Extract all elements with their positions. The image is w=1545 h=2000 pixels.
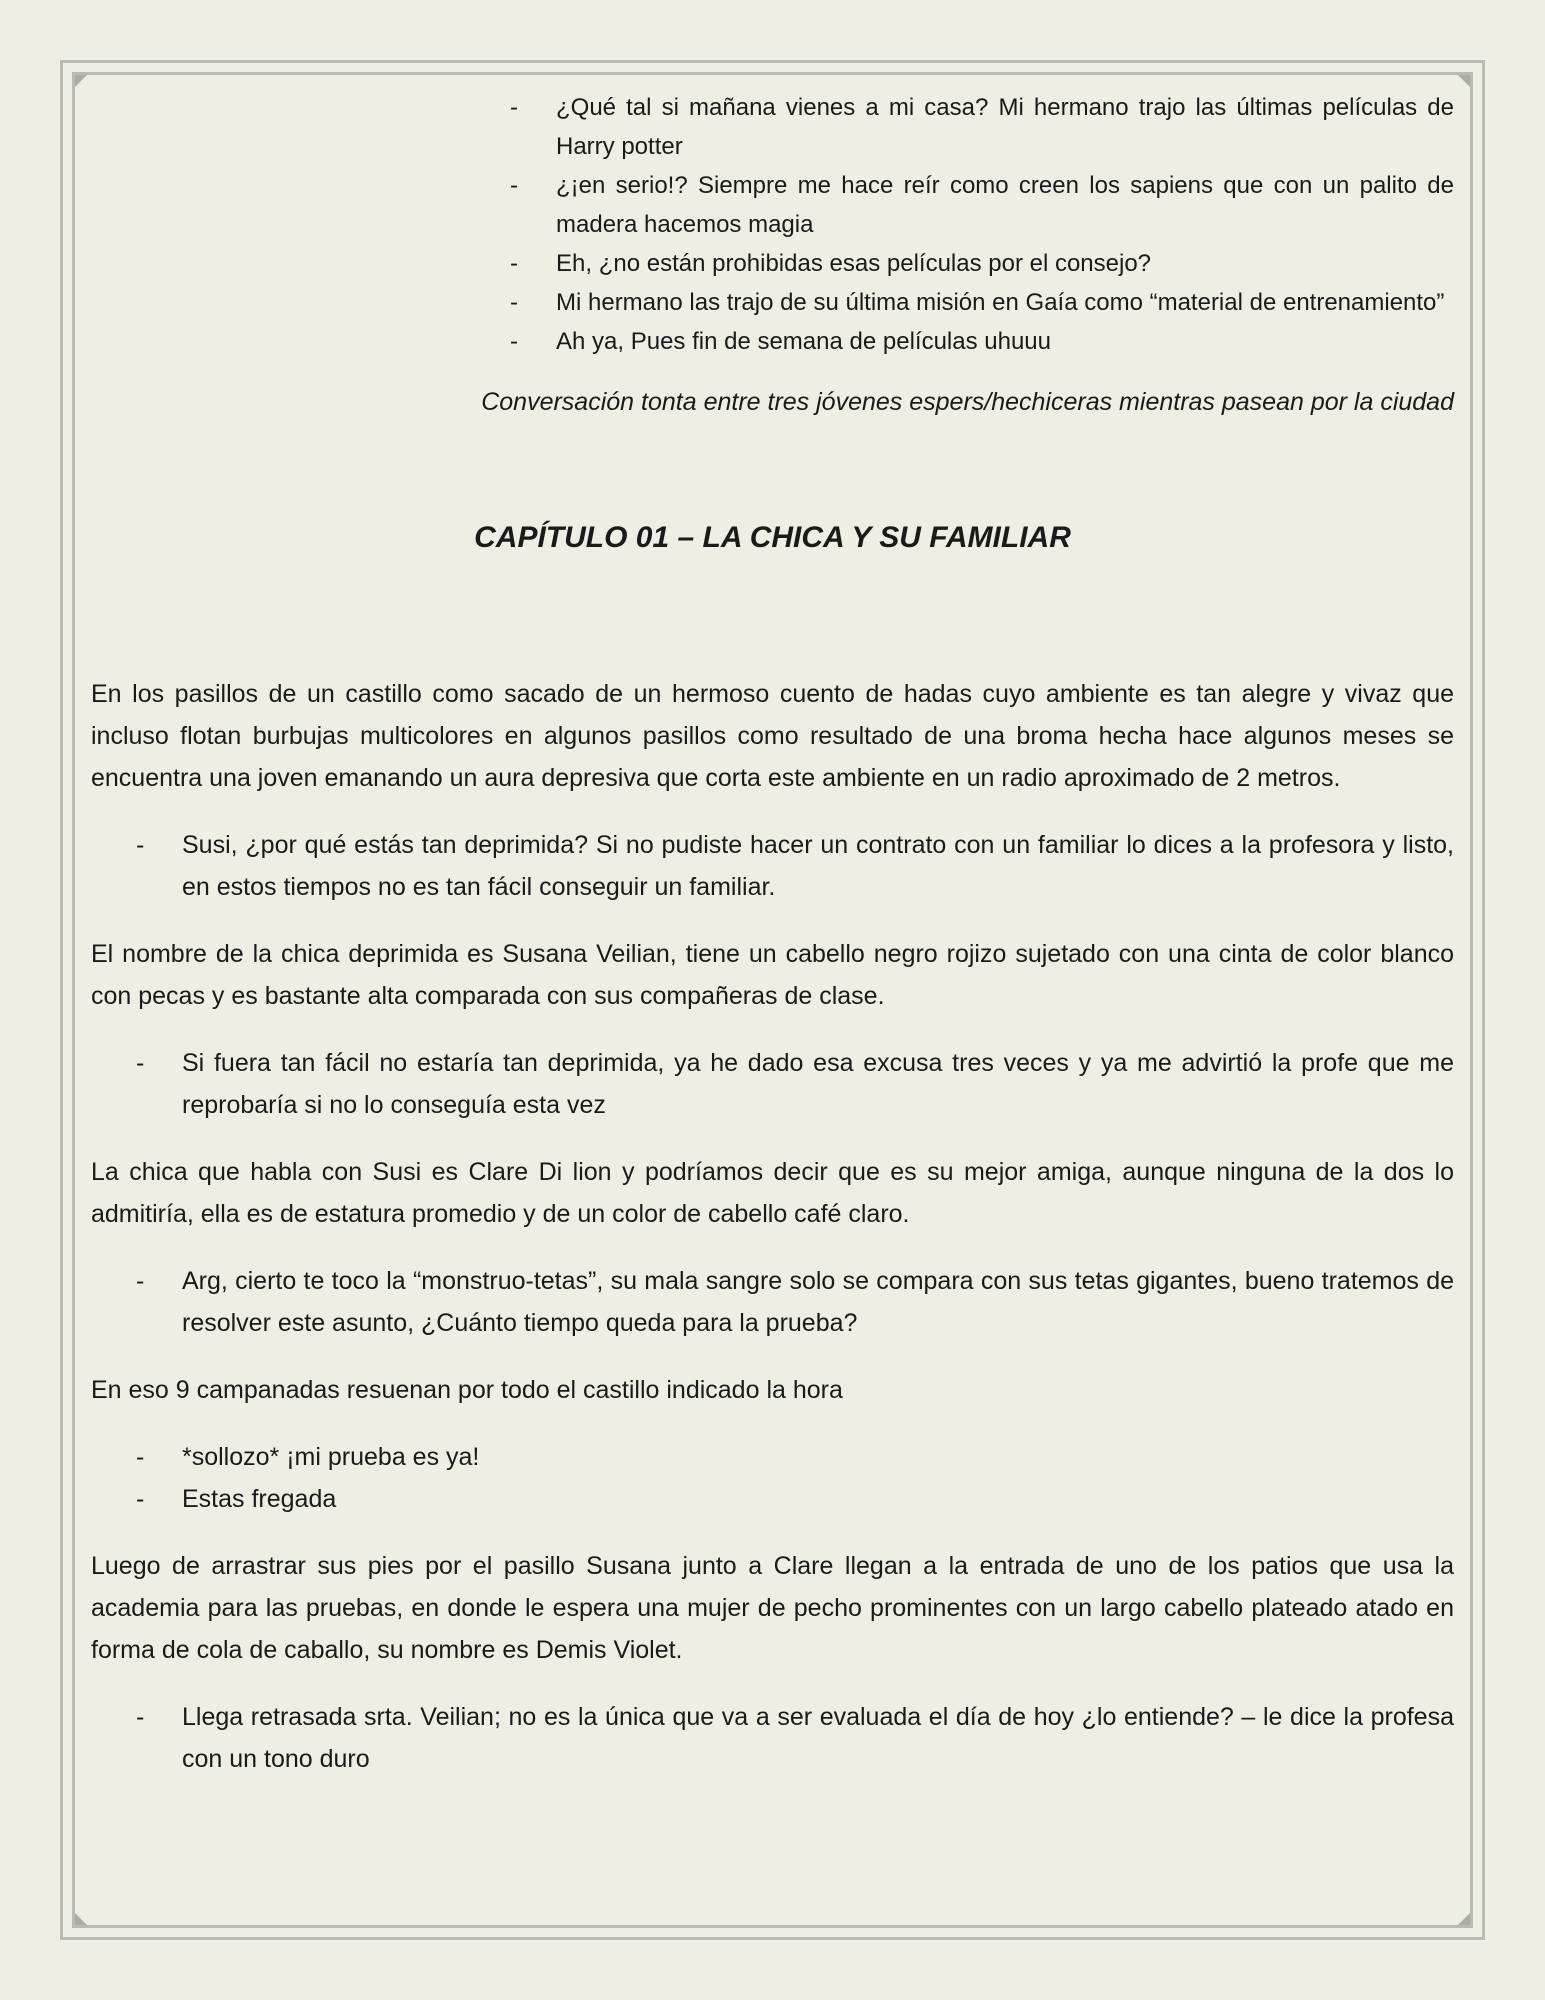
dialogue-block: [91, 1042, 1454, 1126]
dialogue-line: - ¿Qué tal si mañana vienes a mi casa? Mi hermano trajo las últimas películas de Harry potter: [510, 88, 1454, 166]
dialogue-line: - Ah ya, Pues fin de semana de películas uhuuu: [510, 322, 1454, 361]
dialogue-block: [91, 824, 1454, 908]
narrative-paragraph: En los pasillos de un castillo como sacado de un hermoso cuento de hadas cuyo ambiente es tan alegre y vivaz que incluso flotan burbujas multicolores en algunos pasillos como resultado de una broma hecha hace algunos meses se encuentra una joven emanando un aura depresiva que corta este ambiente en un radio aproximado de 2 metros.: [91, 680, 1454, 792]
chapter-body: [91, 673, 1454, 1780]
dialogue-line: - Arg, cierto te toco la “monstruo-tetas”, su mala sangre solo se compara con sus tetas gigantes, bueno tratemos de resolver este asunto, ¿Cuánto tiempo queda para la prueba?: [91, 1260, 1454, 1344]
dialogue-block: [91, 1696, 1454, 1780]
dialogue-line: - Si fuera tan fácil no estaría tan deprimida, ya he dado esa excusa tres veces y ya me advirtió la profe que me reprobaría si no lo conseguía esta vez: [91, 1042, 1454, 1126]
opening-dialogue: [510, 88, 1454, 361]
dialogue-line: - Eh, ¿no están prohibidas esas películas por el consejo?: [510, 244, 1454, 283]
frame-corner-bottom-right: [1458, 1913, 1470, 1925]
narrative-paragraph: La chica que habla con Susi es Clare Di lion y podríamos decir que es su mejor amiga, aunque ninguna de la dos lo admitiría, ella es de estatura promedio y de un color de cabello café claro.: [91, 1158, 1454, 1228]
chapter-title: CAPÍTULO 01 – LA CHICA Y SU FAMILIAR: [474, 521, 1071, 554]
page-content: [91, 88, 1454, 1805]
dialogue-line: - Estas fregada: [91, 1478, 1454, 1520]
dialogue-line: - Susi, ¿por qué estás tan deprimida? Si no pudiste hacer un contrato con un familiar lo dices a la profesora y listo, en estos tiempos no es tan fácil conseguir un familiar.: [91, 824, 1454, 908]
dialogue-line: - Mi hermano las trajo de su última misión en Gaía como “material de entrenamiento”: [510, 283, 1454, 322]
dialogue-line: - ¿¡en serio!? Siempre me hace reír como creen los sapiens que con un palito de madera hacemos magia: [510, 166, 1454, 244]
narrative-paragraph: El nombre de la chica deprimida es Susana Veilian, tiene un cabello negro rojizo sujetado con una cinta de color blanco con pecas y es bastante alta comparada con sus compañeras de clase.: [91, 940, 1454, 1010]
narrative-paragraph: En eso 9 campanadas resuenan por todo el castillo indicado la hora: [91, 1376, 843, 1404]
frame-corner-bottom-left: [75, 1913, 87, 1925]
frame-corner-top-right: [1458, 75, 1470, 87]
dialogue-block: [91, 1260, 1454, 1344]
dialogue-block: [91, 1436, 1454, 1520]
frame-corner-top-left: [75, 75, 87, 87]
dialogue-line: - Llega retrasada srta. Veilian; no es la única que va a ser evaluada el día de hoy ¿lo entiende? – le dice la profesa con un tono duro: [91, 1696, 1454, 1780]
epigraph: Conversación tonta entre tres jóvenes espers/hechiceras mientras pasean por la ciudad: [481, 388, 1454, 416]
dialogue-line: - *sollozo* ¡mi prueba es ya!: [91, 1436, 1454, 1478]
narrative-paragraph: Luego de arrastrar sus pies por el pasillo Susana junto a Clare llegan a la entrada de uno de los patios que usa la academia para las pruebas, en donde le espera una mujer de pecho prominentes con un largo cabello plateado atado en forma de cola de caballo, su nombre es Demis Violet.: [91, 1552, 1454, 1664]
